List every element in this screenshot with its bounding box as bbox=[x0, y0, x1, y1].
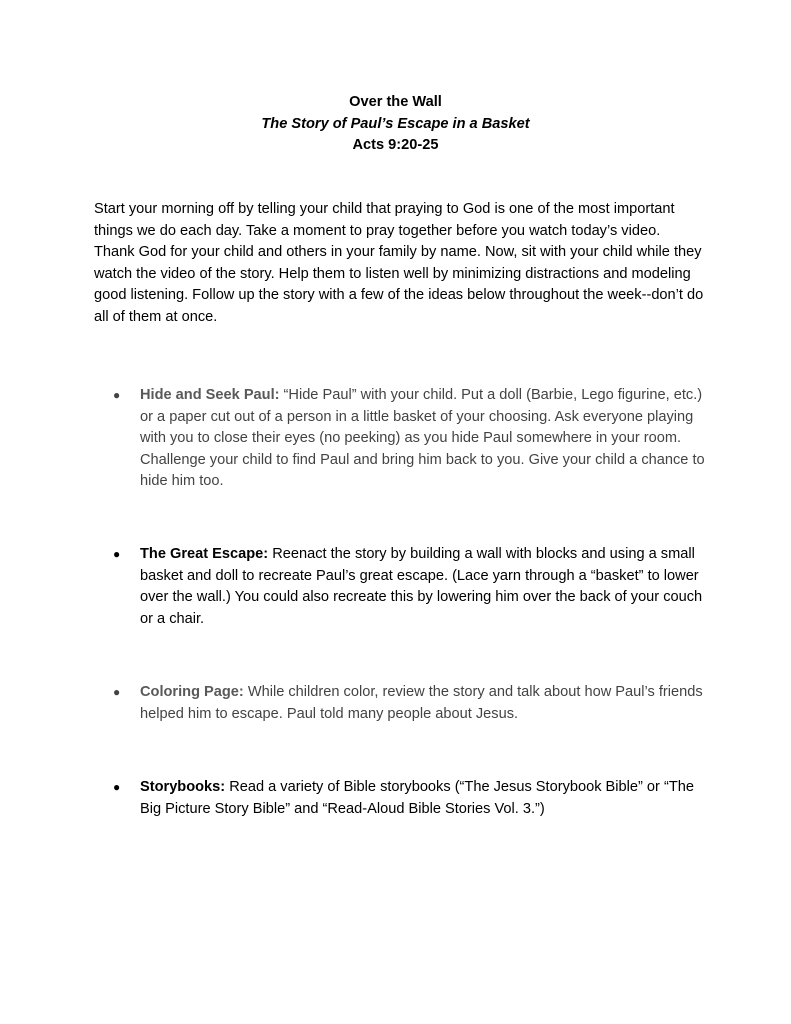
activity-text: While children color, review the story and talk about how Paul’s friends helped him to escape. Paul told many people about Jesus. bbox=[140, 684, 703, 722]
scripture-reference: Acts 9:20-25 bbox=[352, 137, 439, 153]
bullet-icon: ● bbox=[113, 685, 121, 699]
document-header bbox=[0, 92, 791, 157]
activity-text: “Hide Paul” with your child. Put a doll (Barbie, Lego figurine, etc.) or a paper cut out of a person in a little basket of your choosing. Ask everyone playing with you to close their eyes (no peeking) as you hide Paul somewhere in your room. Challenge your child to find Paul and bring him back to you. Give your child a chance to hide him too. bbox=[140, 387, 705, 489]
bullet-icon: ● bbox=[113, 547, 121, 561]
activity-label: Coloring Page: bbox=[140, 684, 244, 700]
activity-text: Reenact the story by building a wall with blocks and using a small basket and doll to recreate Paul’s great escape. (Lace yarn through a “basket” to lower over the wall.) You could also recreate this by lowering him over the back of your couch or a chair. bbox=[140, 546, 703, 627]
intro-paragraph: Start your morning off by telling your child that praying to God is one of the most important things we do each day. Take a moment to pray together before you watch today’s video. Thank God for your child and others in your family by name. Now, sit with your child while they watch the video of the story. Help them to listen well by minimizing distractions and modeling good listening. Follow up the story with a few of the ideas below throughout the week--don’t do all of them at once. bbox=[94, 201, 704, 325]
document-title: Over the Wall bbox=[349, 94, 442, 110]
document-subtitle: The Story of Paul’s Escape in a Basket bbox=[261, 115, 530, 132]
activity-item-coloring-page bbox=[113, 682, 705, 725]
activity-label: Hide and Seek Paul: bbox=[140, 387, 280, 403]
bullet-icon: ● bbox=[113, 388, 121, 402]
activity-item-storybooks bbox=[113, 777, 705, 820]
bullet-icon: ● bbox=[113, 780, 121, 794]
activity-item-great-escape bbox=[113, 544, 705, 630]
activity-label: Storybooks: bbox=[140, 779, 226, 795]
activity-text: Read a variety of Bible storybooks (“The Jesus Storybook Bible” or “The Big Picture Story Bible” and “Read-Aloud Bible Stories Vol. 3.”) bbox=[140, 779, 694, 817]
activity-label: The Great Escape: bbox=[140, 546, 269, 562]
activity-item-hide-and-seek bbox=[113, 385, 705, 493]
